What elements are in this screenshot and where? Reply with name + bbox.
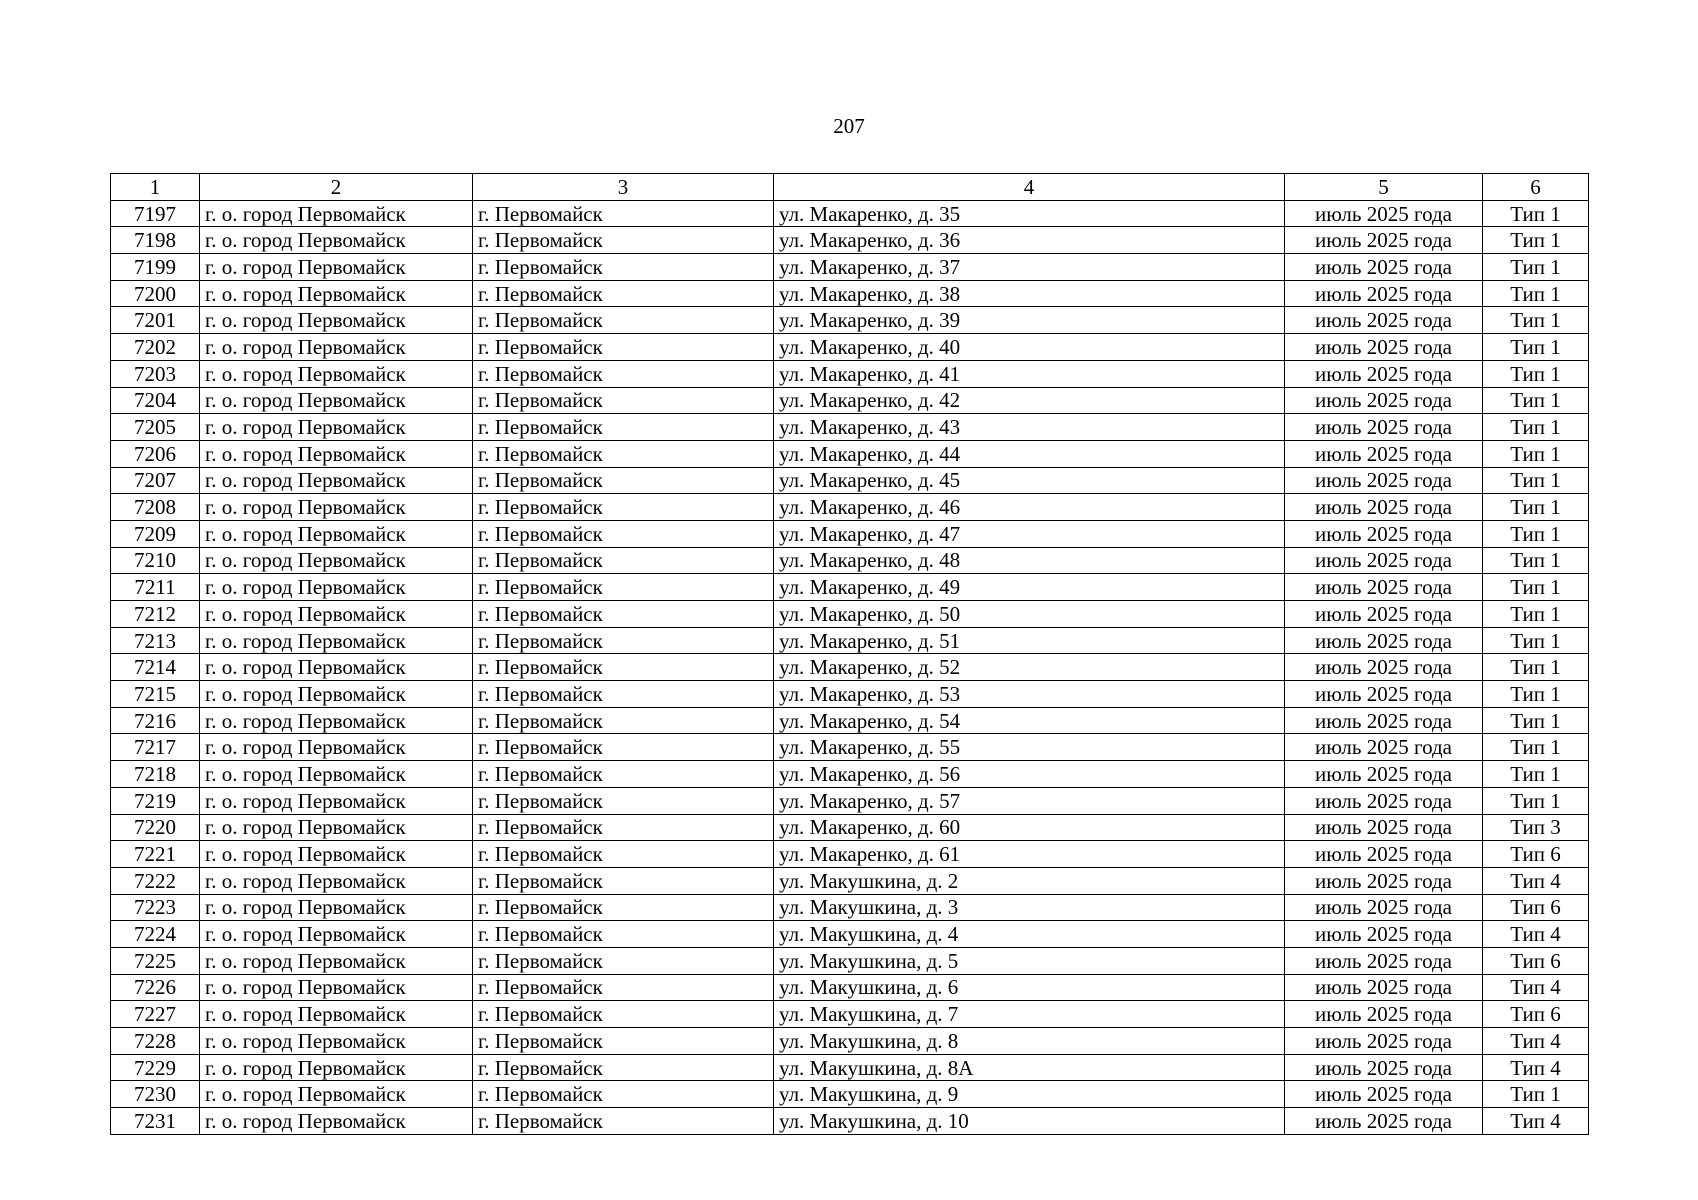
date-cell: июль 2025 года <box>1285 681 1483 708</box>
district-cell: г. о. город Первомайск <box>200 414 473 441</box>
address-cell: ул. Макушкина, д. 10 <box>774 1108 1285 1135</box>
district-cell: г. о. город Первомайск <box>200 200 473 227</box>
city-cell: г. Первомайск <box>473 520 774 547</box>
address-cell: ул. Макаренко, д. 41 <box>774 360 1285 387</box>
city-cell: г. Первомайск <box>473 814 774 841</box>
type-cell: Тип 1 <box>1483 387 1589 414</box>
row-number-cell: 7205 <box>111 414 200 441</box>
district-cell: г. о. город Первомайск <box>200 254 473 281</box>
date-cell: июль 2025 года <box>1285 440 1483 467</box>
city-cell: г. Первомайск <box>473 921 774 948</box>
date-cell: июль 2025 года <box>1285 734 1483 761</box>
type-cell: Тип 1 <box>1483 360 1589 387</box>
district-cell: г. о. город Первомайск <box>200 334 473 361</box>
table-row <box>111 1108 1589 1135</box>
table-row <box>111 654 1589 681</box>
row-number-cell: 7216 <box>111 707 200 734</box>
address-cell: ул. Макаренко, д. 52 <box>774 654 1285 681</box>
district-cell: г. о. город Первомайск <box>200 654 473 681</box>
row-number-cell: 7220 <box>111 814 200 841</box>
district-cell: г. о. город Первомайск <box>200 894 473 921</box>
district-cell: г. о. город Первомайск <box>200 627 473 654</box>
city-cell: г. Первомайск <box>473 867 774 894</box>
table-row <box>111 467 1589 494</box>
address-cell: ул. Макаренко, д. 45 <box>774 467 1285 494</box>
date-cell: июль 2025 года <box>1285 921 1483 948</box>
city-cell: г. Первомайск <box>473 894 774 921</box>
date-cell: июль 2025 года <box>1285 1108 1483 1135</box>
district-cell: г. о. город Первомайск <box>200 814 473 841</box>
table-row <box>111 254 1589 281</box>
address-cell: ул. Макаренко, д. 47 <box>774 520 1285 547</box>
address-cell: ул. Макаренко, д. 44 <box>774 440 1285 467</box>
type-cell: Тип 1 <box>1483 654 1589 681</box>
date-cell: июль 2025 года <box>1285 814 1483 841</box>
row-number-cell: 7207 <box>111 467 200 494</box>
table-row <box>111 627 1589 654</box>
registry-table <box>110 173 1589 1135</box>
district-cell: г. о. город Первомайск <box>200 921 473 948</box>
city-cell: г. Первомайск <box>473 280 774 307</box>
type-cell: Тип 1 <box>1483 1081 1589 1108</box>
address-cell: ул. Макушкина, д. 3 <box>774 894 1285 921</box>
type-cell: Тип 1 <box>1483 254 1589 281</box>
address-cell: ул. Макаренко, д. 61 <box>774 841 1285 868</box>
date-cell: июль 2025 года <box>1285 1081 1483 1108</box>
address-cell: ул. Макушкина, д. 2 <box>774 867 1285 894</box>
city-cell: г. Первомайск <box>473 1028 774 1055</box>
row-number-cell: 7204 <box>111 387 200 414</box>
date-cell: июль 2025 года <box>1285 280 1483 307</box>
row-number-cell: 7224 <box>111 921 200 948</box>
type-cell: Тип 4 <box>1483 921 1589 948</box>
date-cell: июль 2025 года <box>1285 841 1483 868</box>
type-cell: Тип 6 <box>1483 841 1589 868</box>
type-cell: Тип 1 <box>1483 520 1589 547</box>
date-cell: июль 2025 года <box>1285 467 1483 494</box>
column-header-6: 6 <box>1483 174 1589 201</box>
address-cell: ул. Макушкина, д. 4 <box>774 921 1285 948</box>
city-cell: г. Первомайск <box>473 601 774 628</box>
address-cell: ул. Макаренко, д. 39 <box>774 307 1285 334</box>
address-cell: ул. Макушкина, д. 5 <box>774 947 1285 974</box>
type-cell: Тип 1 <box>1483 280 1589 307</box>
address-cell: ул. Макаренко, д. 53 <box>774 681 1285 708</box>
date-cell: июль 2025 года <box>1285 360 1483 387</box>
address-cell: ул. Макушкина, д. 7 <box>774 1001 1285 1028</box>
city-cell: г. Первомайск <box>473 627 774 654</box>
date-cell: июль 2025 года <box>1285 894 1483 921</box>
district-cell: г. о. город Первомайск <box>200 1054 473 1081</box>
district-cell: г. о. город Первомайск <box>200 227 473 254</box>
row-number-cell: 7201 <box>111 307 200 334</box>
district-cell: г. о. город Первомайск <box>200 974 473 1001</box>
type-cell: Тип 6 <box>1483 947 1589 974</box>
type-cell: Тип 1 <box>1483 334 1589 361</box>
city-cell: г. Первомайск <box>473 734 774 761</box>
city-cell: г. Первомайск <box>473 681 774 708</box>
district-cell: г. о. город Первомайск <box>200 494 473 521</box>
district-cell: г. о. город Первомайск <box>200 841 473 868</box>
table-body <box>111 200 1589 1134</box>
address-cell: ул. Макушкина, д. 8А <box>774 1054 1285 1081</box>
date-cell: июль 2025 года <box>1285 707 1483 734</box>
city-cell: г. Первомайск <box>473 787 774 814</box>
address-cell: ул. Макаренко, д. 48 <box>774 547 1285 574</box>
address-cell: ул. Макаренко, д. 55 <box>774 734 1285 761</box>
column-header-4: 4 <box>774 174 1285 201</box>
type-cell: Тип 6 <box>1483 1001 1589 1028</box>
table-row <box>111 494 1589 521</box>
type-cell: Тип 1 <box>1483 547 1589 574</box>
table-row <box>111 921 1589 948</box>
table-row <box>111 440 1589 467</box>
type-cell: Тип 4 <box>1483 974 1589 1001</box>
type-cell: Тип 4 <box>1483 867 1589 894</box>
city-cell: г. Первомайск <box>473 841 774 868</box>
city-cell: г. Первомайск <box>473 947 774 974</box>
row-number-cell: 7226 <box>111 974 200 1001</box>
address-cell: ул. Макаренко, д. 56 <box>774 761 1285 788</box>
header-row <box>111 174 1589 201</box>
date-cell: июль 2025 года <box>1285 627 1483 654</box>
date-cell: июль 2025 года <box>1285 307 1483 334</box>
type-cell: Тип 1 <box>1483 440 1589 467</box>
date-cell: июль 2025 года <box>1285 547 1483 574</box>
city-cell: г. Первомайск <box>473 334 774 361</box>
type-cell: Тип 1 <box>1483 681 1589 708</box>
table-row <box>111 547 1589 574</box>
district-cell: г. о. город Первомайск <box>200 681 473 708</box>
address-cell: ул. Макаренко, д. 60 <box>774 814 1285 841</box>
row-number-cell: 7213 <box>111 627 200 654</box>
address-cell: ул. Макаренко, д. 50 <box>774 601 1285 628</box>
type-cell: Тип 1 <box>1483 601 1589 628</box>
type-cell: Тип 1 <box>1483 227 1589 254</box>
district-cell: г. о. город Первомайск <box>200 787 473 814</box>
date-cell: июль 2025 года <box>1285 761 1483 788</box>
table-row <box>111 867 1589 894</box>
district-cell: г. о. город Первомайск <box>200 947 473 974</box>
date-cell: июль 2025 года <box>1285 494 1483 521</box>
table-row <box>111 307 1589 334</box>
type-cell: Тип 1 <box>1483 574 1589 601</box>
address-cell: ул. Макаренко, д. 43 <box>774 414 1285 441</box>
row-number-cell: 7198 <box>111 227 200 254</box>
address-cell: ул. Макаренко, д. 35 <box>774 200 1285 227</box>
date-cell: июль 2025 года <box>1285 1028 1483 1055</box>
row-number-cell: 7206 <box>111 440 200 467</box>
table-row <box>111 574 1589 601</box>
address-cell: ул. Макаренко, д. 37 <box>774 254 1285 281</box>
row-number-cell: 7230 <box>111 1081 200 1108</box>
type-cell: Тип 1 <box>1483 307 1589 334</box>
type-cell: Тип 1 <box>1483 467 1589 494</box>
row-number-cell: 7203 <box>111 360 200 387</box>
district-cell: г. о. город Первомайск <box>200 1081 473 1108</box>
address-cell: ул. Макаренко, д. 46 <box>774 494 1285 521</box>
type-cell: Тип 4 <box>1483 1108 1589 1135</box>
type-cell: Тип 4 <box>1483 1054 1589 1081</box>
address-cell: ул. Макаренко, д. 40 <box>774 334 1285 361</box>
column-header-2: 2 <box>200 174 473 201</box>
row-number-cell: 7214 <box>111 654 200 681</box>
district-cell: г. о. город Первомайск <box>200 520 473 547</box>
row-number-cell: 7221 <box>111 841 200 868</box>
date-cell: июль 2025 года <box>1285 947 1483 974</box>
city-cell: г. Первомайск <box>473 387 774 414</box>
table-row <box>111 1081 1589 1108</box>
column-header-5: 5 <box>1285 174 1483 201</box>
city-cell: г. Первомайск <box>473 467 774 494</box>
row-number-cell: 7197 <box>111 200 200 227</box>
row-number-cell: 7209 <box>111 520 200 547</box>
address-cell: ул. Макаренко, д. 49 <box>774 574 1285 601</box>
row-number-cell: 7202 <box>111 334 200 361</box>
district-cell: г. о. город Первомайск <box>200 1108 473 1135</box>
address-cell: ул. Макаренко, д. 36 <box>774 227 1285 254</box>
address-cell: ул. Макаренко, д. 38 <box>774 280 1285 307</box>
date-cell: июль 2025 года <box>1285 601 1483 628</box>
row-number-cell: 7212 <box>111 601 200 628</box>
type-cell: Тип 1 <box>1483 494 1589 521</box>
row-number-cell: 7211 <box>111 574 200 601</box>
city-cell: г. Первомайск <box>473 654 774 681</box>
date-cell: июль 2025 года <box>1285 414 1483 441</box>
row-number-cell: 7200 <box>111 280 200 307</box>
table-row <box>111 707 1589 734</box>
row-number-cell: 7199 <box>111 254 200 281</box>
table-row <box>111 814 1589 841</box>
date-cell: июль 2025 года <box>1285 387 1483 414</box>
address-cell: ул. Макаренко, д. 54 <box>774 707 1285 734</box>
column-header-1: 1 <box>111 174 200 201</box>
city-cell: г. Первомайск <box>473 1108 774 1135</box>
row-number-cell: 7219 <box>111 787 200 814</box>
type-cell: Тип 1 <box>1483 787 1589 814</box>
city-cell: г. Первомайск <box>473 494 774 521</box>
district-cell: г. о. город Первомайск <box>200 360 473 387</box>
address-cell: ул. Макаренко, д. 42 <box>774 387 1285 414</box>
city-cell: г. Первомайск <box>473 414 774 441</box>
type-cell: Тип 1 <box>1483 761 1589 788</box>
district-cell: г. о. город Первомайск <box>200 574 473 601</box>
city-cell: г. Первомайск <box>473 254 774 281</box>
table-row <box>111 681 1589 708</box>
address-cell: ул. Макаренко, д. 57 <box>774 787 1285 814</box>
city-cell: г. Первомайск <box>473 440 774 467</box>
table-row <box>111 387 1589 414</box>
city-cell: г. Первомайск <box>473 227 774 254</box>
page-number: 207 <box>833 114 865 138</box>
district-cell: г. о. город Первомайск <box>200 601 473 628</box>
date-cell: июль 2025 года <box>1285 787 1483 814</box>
date-cell: июль 2025 года <box>1285 654 1483 681</box>
row-number-cell: 7229 <box>111 1054 200 1081</box>
city-cell: г. Первомайск <box>473 1054 774 1081</box>
type-cell: Тип 1 <box>1483 414 1589 441</box>
date-cell: июль 2025 года <box>1285 1054 1483 1081</box>
table-row <box>111 414 1589 441</box>
city-cell: г. Первомайск <box>473 547 774 574</box>
district-cell: г. о. город Первомайск <box>200 1001 473 1028</box>
row-number-cell: 7228 <box>111 1028 200 1055</box>
district-cell: г. о. город Первомайск <box>200 387 473 414</box>
row-number-cell: 7210 <box>111 547 200 574</box>
table-row <box>111 974 1589 1001</box>
row-number-cell: 7217 <box>111 734 200 761</box>
district-cell: г. о. город Первомайск <box>200 307 473 334</box>
table-row <box>111 947 1589 974</box>
row-number-cell: 7218 <box>111 761 200 788</box>
table-row <box>111 360 1589 387</box>
table-row <box>111 734 1589 761</box>
district-cell: г. о. город Первомайск <box>200 280 473 307</box>
district-cell: г. о. город Первомайск <box>200 467 473 494</box>
date-cell: июль 2025 года <box>1285 974 1483 1001</box>
row-number-cell: 7225 <box>111 947 200 974</box>
date-cell: июль 2025 года <box>1285 574 1483 601</box>
district-cell: г. о. город Первомайск <box>200 1028 473 1055</box>
type-cell: Тип 1 <box>1483 200 1589 227</box>
district-cell: г. о. город Первомайск <box>200 734 473 761</box>
date-cell: июль 2025 года <box>1285 334 1483 361</box>
date-cell: июль 2025 года <box>1285 1001 1483 1028</box>
table-row <box>111 894 1589 921</box>
table-row <box>111 601 1589 628</box>
address-cell: ул. Макушкина, д. 8 <box>774 1028 1285 1055</box>
type-cell: Тип 1 <box>1483 627 1589 654</box>
city-cell: г. Первомайск <box>473 200 774 227</box>
row-number-cell: 7215 <box>111 681 200 708</box>
table-row <box>111 1028 1589 1055</box>
row-number-cell: 7223 <box>111 894 200 921</box>
district-cell: г. о. город Первомайск <box>200 867 473 894</box>
table-row <box>111 227 1589 254</box>
city-cell: г. Первомайск <box>473 1081 774 1108</box>
address-cell: ул. Макушкина, д. 6 <box>774 974 1285 1001</box>
table-row <box>111 200 1589 227</box>
type-cell: Тип 3 <box>1483 814 1589 841</box>
address-cell: ул. Макушкина, д. 9 <box>774 1081 1285 1108</box>
table-row <box>111 787 1589 814</box>
city-cell: г. Первомайск <box>473 1001 774 1028</box>
city-cell: г. Первомайск <box>473 761 774 788</box>
city-cell: г. Первомайск <box>473 360 774 387</box>
city-cell: г. Первомайск <box>473 574 774 601</box>
row-number-cell: 7231 <box>111 1108 200 1135</box>
table-row <box>111 761 1589 788</box>
row-number-cell: 7208 <box>111 494 200 521</box>
table-row <box>111 334 1589 361</box>
column-header-3: 3 <box>473 174 774 201</box>
type-cell: Тип 4 <box>1483 1028 1589 1055</box>
table-row <box>111 280 1589 307</box>
district-cell: г. о. город Первомайск <box>200 547 473 574</box>
address-cell: ул. Макаренко, д. 51 <box>774 627 1285 654</box>
row-number-cell: 7227 <box>111 1001 200 1028</box>
table-row <box>111 520 1589 547</box>
district-cell: г. о. город Первомайск <box>200 761 473 788</box>
district-cell: г. о. город Первомайск <box>200 707 473 734</box>
date-cell: июль 2025 года <box>1285 867 1483 894</box>
city-cell: г. Первомайск <box>473 974 774 1001</box>
table-header <box>111 174 1589 201</box>
district-cell: г. о. город Первомайск <box>200 440 473 467</box>
city-cell: г. Первомайск <box>473 707 774 734</box>
type-cell: Тип 6 <box>1483 894 1589 921</box>
date-cell: июль 2025 года <box>1285 254 1483 281</box>
date-cell: июль 2025 года <box>1285 227 1483 254</box>
date-cell: июль 2025 года <box>1285 520 1483 547</box>
date-cell: июль 2025 года <box>1285 200 1483 227</box>
table-row <box>111 841 1589 868</box>
table-row <box>111 1001 1589 1028</box>
type-cell: Тип 1 <box>1483 707 1589 734</box>
row-number-cell: 7222 <box>111 867 200 894</box>
city-cell: г. Первомайск <box>473 307 774 334</box>
table-row <box>111 1054 1589 1081</box>
type-cell: Тип 1 <box>1483 734 1589 761</box>
